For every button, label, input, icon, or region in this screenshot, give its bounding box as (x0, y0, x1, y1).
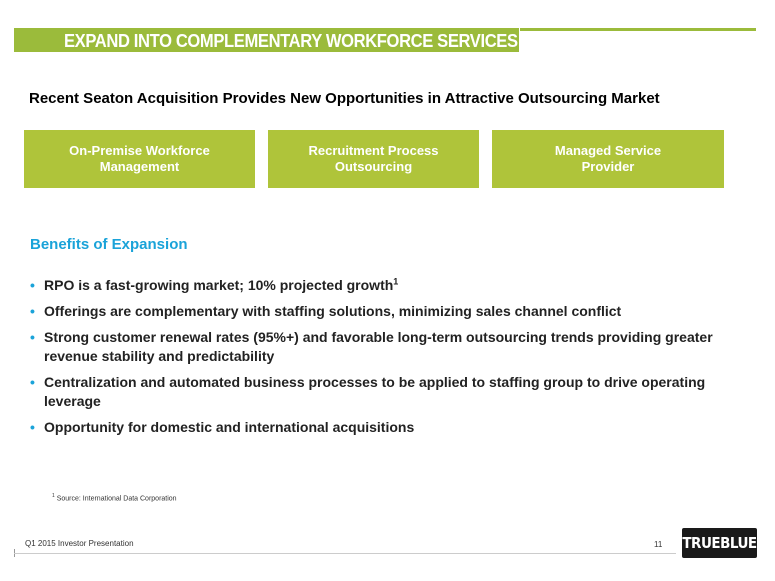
logo-text: TRUEBLUE (682, 534, 757, 552)
list-item (30, 302, 720, 321)
list-item (30, 373, 720, 411)
page-number: 11 (654, 540, 663, 549)
bullet-text: Centralization and automated business processes to be applied to staffing group to drive operating leverage (44, 374, 706, 409)
bullet-icon: • (30, 277, 35, 293)
footnote-ref: 1 (393, 276, 399, 287)
list-item (30, 418, 720, 437)
page-subtitle: Recent Seaton Acquisition Provides New Opportunities in Attractive Outsourcing Market (29, 90, 660, 107)
bullet-text: RPO is a fast-growing market; 10% projected growth (44, 277, 394, 293)
page-title: EXPAND INTO COMPLEMENTARY WORKFORCE SERVICES (64, 31, 518, 51)
bullet-icon: • (30, 329, 35, 345)
benefits-list (30, 276, 720, 444)
benefits-heading: Benefits of Expansion (30, 236, 188, 253)
presentation-label: Q1 2015 Investor Presentation (25, 539, 134, 548)
bullet-icon: • (30, 374, 35, 390)
service-box-label: On-Premise Workforce Management (69, 143, 210, 174)
bullet-text: Opportunity for domestic and international acquisitions (44, 419, 415, 435)
service-box-msp (492, 130, 724, 188)
footer-rule (14, 553, 676, 554)
service-box-on-premise (24, 130, 255, 188)
service-box-label: Recruitment Process Outsourcing (308, 143, 439, 174)
header-rule (520, 28, 756, 31)
bullet-text: Offerings are complementary with staffing solutions, minimizing sales channel conflict (44, 303, 622, 319)
service-box-rpo (268, 130, 479, 188)
service-box-label: Managed Service Provider (554, 143, 662, 174)
footnote-marker: 1 (52, 493, 55, 499)
trueblue-logo (682, 528, 757, 558)
footnote-text: Source: International Data Corporation (54, 495, 177, 503)
list-item (30, 328, 720, 366)
list-item (30, 276, 720, 295)
bullet-text: Strong customer renewal rates (95%+) and favorable long-term outsourcing trends providing greater revenue stability and predictability (44, 329, 713, 364)
source-footnote (52, 493, 177, 502)
bullet-icon: • (30, 303, 35, 319)
bullet-icon: • (30, 419, 35, 435)
